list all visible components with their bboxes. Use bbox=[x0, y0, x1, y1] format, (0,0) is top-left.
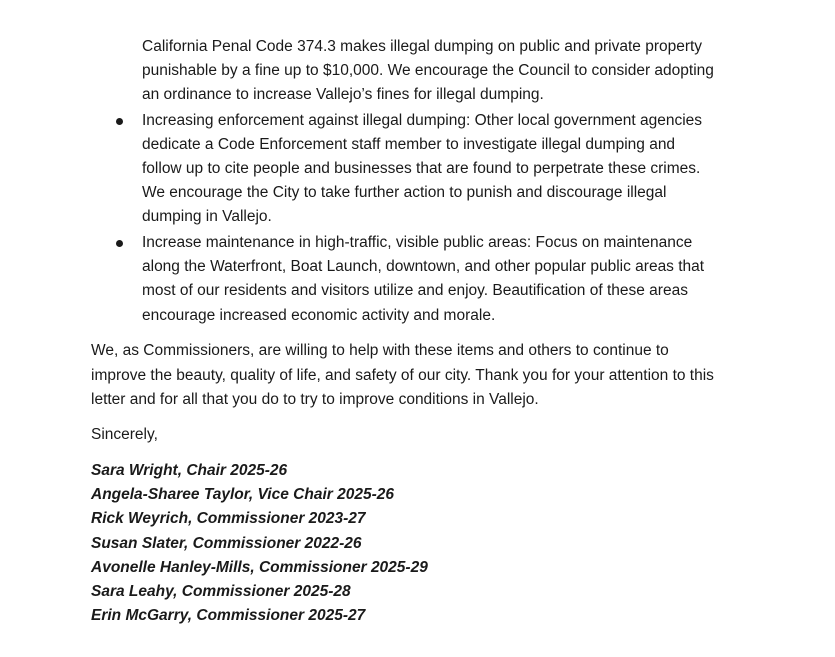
bullet-line: most of our residents and visitors utilize and enjoy. Beautification of these areas bbox=[142, 282, 688, 299]
signatory: Avonelle Hanley-Mills, Commissioner 2025-29 bbox=[91, 559, 428, 576]
signatory: Erin McGarry, Commissioner 2025-27 bbox=[91, 607, 366, 624]
closing-line: letter and for all that you do to try to improve conditions in Vallejo. bbox=[91, 391, 539, 408]
signatory: Sara Wright, Chair 2025-26 bbox=[91, 462, 288, 479]
salutation: Sincerely, bbox=[91, 426, 158, 443]
signatory: Rick Weyrich, Commissioner 2023-27 bbox=[91, 510, 366, 527]
intro-line: California Penal Code 374.3 makes illegal dumping on public and private property bbox=[142, 38, 703, 55]
bullet-line: Increasing enforcement against illegal dumping: Other local government agencies bbox=[142, 112, 703, 129]
signatory: Sara Leahy, Commissioner 2025-28 bbox=[91, 583, 351, 600]
signatory: Susan Slater, Commissioner 2022-26 bbox=[91, 535, 362, 552]
bullet-line: follow up to cite people and businesses that are found to perpetrate these crimes. bbox=[142, 160, 701, 177]
intro-line: punishable by a fine up to $10,000. We encourage the Council to consider adopting bbox=[142, 62, 714, 79]
bullet-line: encourage increased economic activity and morale. bbox=[142, 307, 496, 324]
bullet-icon bbox=[116, 240, 123, 247]
bullet-line: We encourage the City to take further action to punish and discourage illegal bbox=[142, 184, 667, 201]
bullet-icon bbox=[116, 118, 123, 125]
bullet-line: along the Waterfront, Boat Launch, downtown, and other popular public areas that bbox=[142, 258, 705, 275]
signatory: Angela-Sharee Taylor, Vice Chair 2025-26 bbox=[91, 486, 394, 503]
closing-line: improve the beauty, quality of life, and safety of our city. Thank you for your attention to this bbox=[91, 367, 714, 384]
closing-line: We, as Commissioners, are willing to help with these items and others to continue to bbox=[91, 342, 669, 359]
bullet-line: dumping in Vallejo. bbox=[142, 208, 272, 225]
bullet-line: Increase maintenance in high-traffic, visible public areas: Focus on maintenance bbox=[142, 234, 693, 251]
intro-line: an ordinance to increase Vallejo’s fines for illegal dumping. bbox=[142, 86, 544, 103]
bullet-line: dedicate a Code Enforcement staff member to investigate illegal dumping and bbox=[142, 136, 676, 153]
